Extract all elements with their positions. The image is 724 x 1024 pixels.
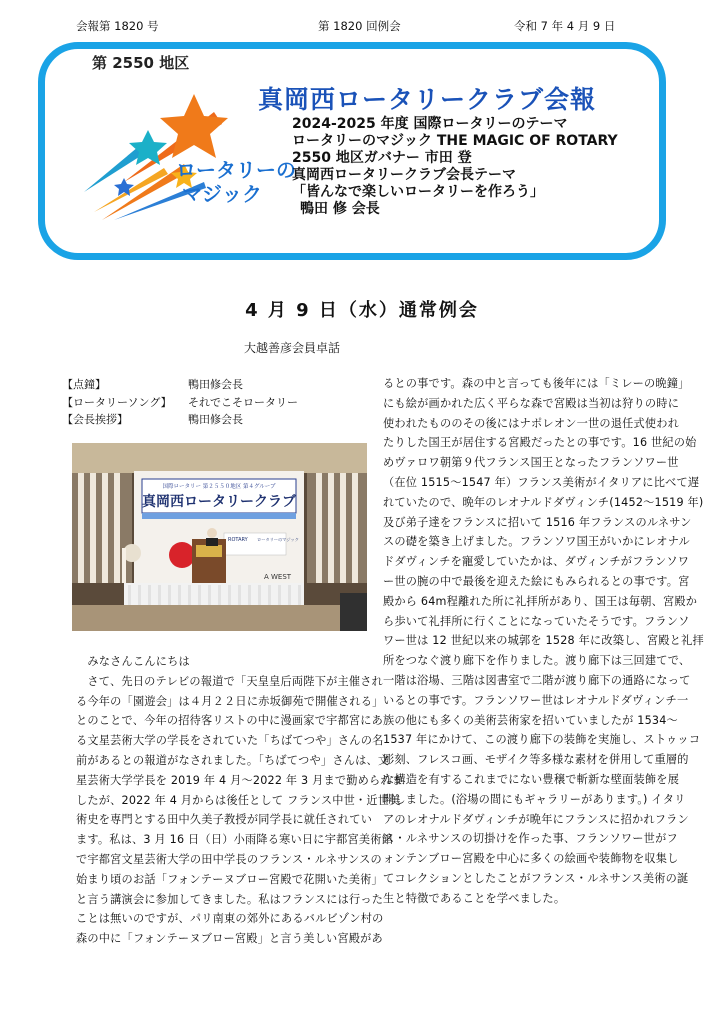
issue-number: 会報第 1820 号 [76,19,159,33]
agenda-item [62,394,362,412]
article-line: 殿から 64m程離れた所に礼拝所があり、国王は毎朝、宮殿か [383,594,698,608]
issue-date: 令和 7 年 4 月 9 日 [514,19,616,33]
article-line: アのレオナルドダヴィンチが晩年にフランスに招かれフラン [383,812,689,826]
article-line: （在位 1515～1547 年）フランス美術がイタリアに比べて遅 [383,475,700,489]
photo-wall-text: A WEST [264,573,292,581]
article-line: ス・ルネサンスの切掛けを作った事、フランソワー世がフ [383,832,678,846]
agenda-item [62,411,362,429]
article-line: 生と特徴であることを学べました。 [383,891,566,905]
agenda-label: 【会長挨拶】 [62,413,128,426]
article-line: ォンテンブロー宮殿を中心に多くの絵画や装飾物を収集し [383,852,679,866]
article-line: 一階は浴場、三階は図書室で二階が渡り廊下の通路になって [383,673,691,687]
article-left-column [76,652,404,949]
article-line: 開しました。(浴場の間にもギャラリーがあります。) イタリ [383,792,686,806]
theme-line: 真岡西ロータリークラブ会長テーマ [292,167,516,183]
speaker-line: 大越善彦会員卓話 [244,341,341,355]
article-line: いるとの事です。フランソワー世はレオナルドダヴィンチ一 [383,693,689,707]
article-line: 術史を専門とする田中久美子教授が同学長に就任されてい [76,813,373,827]
article-line: ー世の腕の中で最後を迎えた絵にもみられるとの事です。宮 [383,574,690,588]
agenda-label: 【ロータリーソング】 [62,395,172,409]
article-line: にも絵が画かれた広く平らな森で宮殿は当初は狩りの時に [383,396,680,410]
article-line: ら歩いて礼拝所に行くことになっていたそうです。フランソ [383,614,690,628]
article-line: 1537 年にかけて、この渡り廊下の装飾を実施し、ストゥッコ [383,733,701,747]
agenda-item [62,376,362,394]
article-right-column [383,374,704,909]
article-line: 族の他にも多くの美術芸術家を招いていましたが 1534～ [383,713,678,727]
district-label: 第 2550 地区 [92,54,190,72]
article-line: さて、先日のテレビの報道で「天皇皇后両陛下が主催され [76,674,384,688]
article-line: 彫刻、フレスコ画、モザイク等多様な素材を併用して重層的 [383,753,689,767]
meeting-photo [72,443,367,631]
article-line: ワー世は 12 世紀以来の城郭を 1528 年に改築し、宮殿と礼拝 [383,634,704,648]
article-line: れていたので、晩年のレオナルドダヴィンチ(1452～1519 年) [383,495,704,509]
agenda-value: 鴨田修会長 [188,378,243,391]
article-line: 星芸術大学学長を 2019 年 4 月～2022 年 3 月まで勤められま [76,773,404,787]
theme-block [292,116,618,218]
article-line: 始まり頃のお話「フォンテーヌブロー宮殿で花開いた美術」 [76,872,383,886]
article-line: とのことで、今年の招待客リストの中に漫画家で宇都宮にあ [76,714,384,728]
article-line: るとの事です。森の中と言っても後年には「ミレーの晩鐘」 [383,377,690,390]
photo-banner-top: 国際ロータリー 第２５５０地区 第４グループ [162,484,276,490]
article-line: めヴァロワ朝第９代フランス国王となったフランソワー世 [383,456,679,470]
article-line: 前があるとの報道がなされました。「ちばてつや」さんは、文 [76,753,390,767]
logo-text-line2: マジック [182,182,262,206]
article-line: てコレクションとしたことがフランス・ルネサンス美術の誕 [383,871,689,885]
photo-sign-left: ROTARY [228,537,248,543]
article-line: ます。私は、3 月 16 日（日）小雨降る寒い日に宇都宮美術館 [76,833,394,847]
photo-sign-right: ロータリーのマジック [257,537,299,542]
agenda-label: 【点鐘】 [62,378,106,391]
theme-line: 2024-2025 年度 国際ロータリーのテーマ [292,116,568,132]
article-line: みなさんこんにちは [76,655,190,668]
article-line: 所をつなぐ渡り廊下を作りました。渡り廊下は三回建てで、 [383,654,691,668]
article-line: な構造を有するこれまでにない豊穣で斬新な壁面装飾を展 [383,772,680,786]
agenda-list [62,376,362,429]
theme-line: 2550 地区ガバナー 市田 登 [292,150,472,166]
theme-line: 「皆んなで楽しいロータリーを作ろう」 [292,184,544,200]
logo-text-line1: ロータリーの [176,158,296,182]
article-line: したが、2022 年 4 月からは後任として フランス中世・近世美 [76,793,401,807]
photo-banner-title: 真岡西ロータリークラブ [142,494,296,510]
article-line: と言う講演会に参加してきました。私はフランスには行った [76,892,384,906]
article-line: 及び弟子達をフランスに招いて 1516 年フランスのルネサン [383,515,692,529]
agenda-value: それでこそロータリー [188,395,298,409]
article-line: 森の中に「フォンテーヌブロー宮殿」と言う美しい宮殿があ [76,932,383,946]
article-line: ドダヴィンチを寵愛していたかは、ダヴィンチがフランソワ [383,555,690,569]
article-line: たりした国王が居住する宮殿だったとの事です。16 世紀の始 [383,436,697,450]
article-line: ことは無いのですが、パリ南東の郊外にあるバルビゾン村の [76,912,384,926]
meeting-headline: 4 月 9 日（水）通常例会 [245,300,479,321]
club-newsletter-title: 真岡西ロータリークラブ会報 [258,85,597,114]
article-line: る今年の「園遊会」は４月２２日に赤坂御苑で開催される」 [76,694,384,708]
agenda-value: 鴨田修会長 [188,413,243,426]
meeting-number: 第 1820 回例会 [318,19,401,33]
theme-line: ロータリーのマジック THE MAGIC OF ROTARY [292,133,618,149]
article-line: スの礎を築き上げました。フランソワ国王がいかにレオナル [383,535,690,549]
article-line: 使われたもののその後にはナポレオン一世の退任式使われ [383,416,680,430]
theme-line: 鴨田 修 会長 [300,201,380,217]
page-header [0,18,724,34]
article-line: で宇都宮文星芸術大学の田中学長のフランス・ルネサンスの [76,852,382,866]
article-line: る文星芸術大学の学長をされていた「ちばてつや」さんの名 [76,734,384,748]
